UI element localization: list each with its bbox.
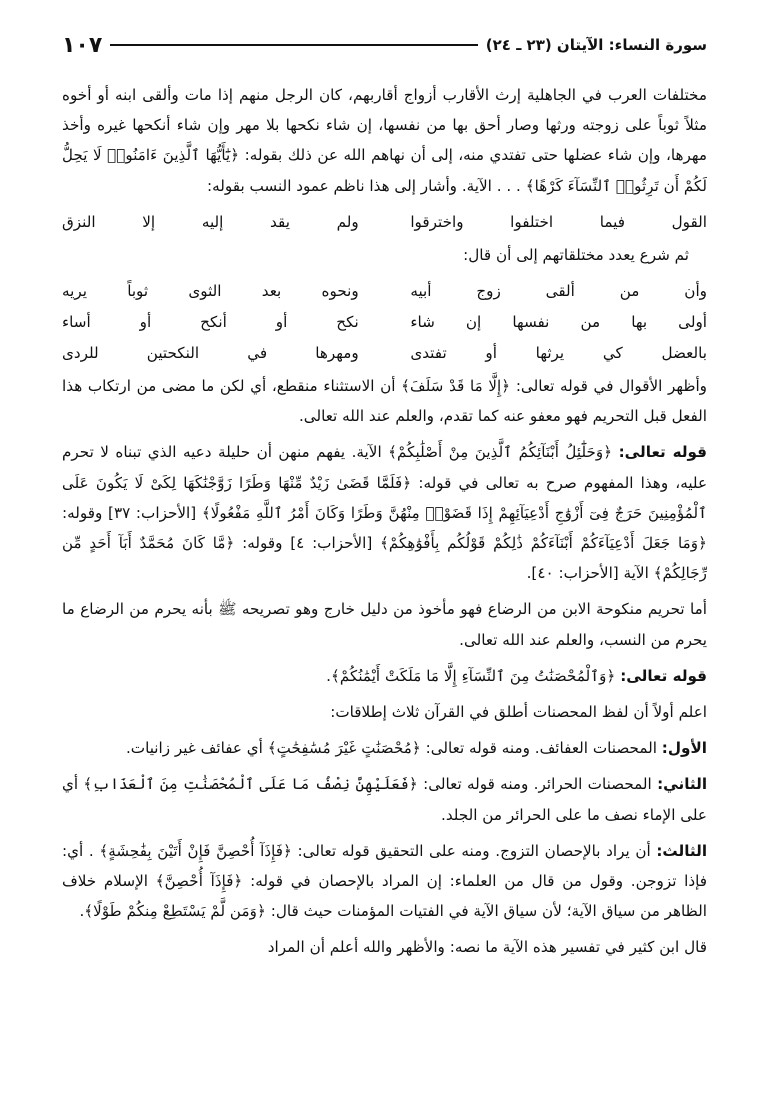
paragraph-11 — [62, 932, 707, 962]
surah-title: سورة النساء: الآيتان (٢٣ ـ ٢٤) — [485, 36, 707, 54]
quran-quote: ﴿مُحْصَنَٰتٍ غَيْرَ مُسَٰفِحَٰتٍ﴾ — [267, 739, 421, 758]
text: . أي: فإذا تزوجن. وقول من قال من العلماء: إن المراد بالإحصان في قوله: — [62, 841, 708, 891]
section-lead: الثاني: — [657, 775, 708, 794]
verse — [62, 207, 707, 238]
section-lead: قوله تعالى: — [618, 443, 708, 462]
hemistich-second: ونحوه بعد الثوى ثوباً يريه — [62, 282, 359, 301]
hemistich-second: ولم يقد إليه إلا النزق — [62, 212, 359, 231]
paragraph-7 — [62, 697, 707, 727]
quran-quote: ﴿وَمَن لَّمْ يَسْتَطِعْ مِنكُمْ طَوْلًا﴾. — [79, 902, 266, 921]
quran-quote: ﴿فَإِذَآ أُحْصِنَّ﴾ — [155, 872, 243, 891]
quran-quote: ﴿فَعَلَيْهِنَّ نِصْفُ مَا عَلَى ٱلْمُحْصَنَٰتِ مِنَ ٱلْعَذَابِ﴾ — [83, 775, 418, 794]
quran-quote: ﴿وَمَا جَعَلَ أَدْعِيَآءَكُمْ أَبْنَآءَكُمْ ذَٰلِكُمْ قَوْلُكُم بِأَفْوَٰهِكُمْ﴾ — [380, 534, 708, 553]
text: الإسلام خلاف الظاهر من سياق الآية؛ لأن سياق الآية في الفتيات المؤمنات حيث قال: — [62, 872, 707, 921]
text: أي على الإماء نصف ما على الحرائر من الجلد. — [62, 775, 707, 824]
quran-quote: ﴿فَإِذَآ أُحْصِنَّ فَإِنْ أَتَيْنَ بِفَٰحِشَةٍ﴾ — [99, 841, 292, 860]
text: المحصنات الحرائر. ومنه قوله تعالى: — [423, 775, 652, 794]
citation: [الأحزاب: ٤] وقوله: — [242, 534, 373, 553]
page-number: ١٠٧ — [62, 32, 103, 58]
poem-1 — [62, 207, 707, 238]
paragraph-5 — [62, 594, 707, 654]
hemistich-second: ومهرها في النكحتين للردى — [62, 344, 359, 363]
hemistich-first: القول فيما اختلفوا واخترقوا — [410, 212, 707, 231]
section-lead: الثالث: — [656, 841, 708, 860]
quran-quote: ﴿فَلَمَّا قَضَىٰ زَيْدٌ مِّنْهَا وَطَرًا زَوَّجْنَٰكَهَا لِكَىْ لَا يَكُونَ عَلَى ٱلْمُؤْمِنِينَ حَرَجٌ فِىٓ أَزْوَٰجِ أَدْعِيَآئِهِمْ إِذَا قَضَوْا۟ مِنْهُنَّ وَطَرًا وَكَانَ أَمْرُ ٱللَّهِ مَفْعُولًا﴾ — [62, 473, 707, 522]
paragraph-6 — [62, 661, 707, 691]
quran-quote: ﴿مَّا كَانَ مُحَمَّدٌ أَبَآ أَحَدٍ مِّن رِّجَالِكُمْ﴾ — [62, 534, 707, 583]
quran-quote: ﴿إِلَّا مَا قَدْ سَلَفَ﴾ — [401, 377, 511, 396]
text: قال ابن كثير في تفسير هذه الآية ما نصه: والأظهر والله أعلم أن المراد — [267, 938, 707, 957]
quran-quote: ﴿يَٰٓأَيُّهَا ٱلَّذِينَ ءَامَنُوا۟ لَا يَحِلُّ لَكُمْ أَن تَرِثُوا۟ ٱلنِّسَآءَ كَرْهًا﴾ — [62, 146, 707, 195]
quran-quote: ﴿وَحَلَٰٓئِلُ أَبْنَآئِكُمُ ٱلَّذِينَ مِنْ أَصْلَٰبِكُمْ﴾ — [388, 443, 613, 462]
hemistich-first: بالعضل كي يرثها أو تفتدى — [410, 344, 707, 363]
text: أن الاستثناء منقطع، أي لكن ما مضى من ارتكاب هذا الفعل قبل التحريم فهو معفو عنه كما تقدم، والعلم عند الله تعالى. — [62, 377, 707, 426]
text: الآية. يفهم منهن أن حليلة دعيه الذي تبناه لا تحرم عليه، وهذا المفهوم صرح به تعالى في قوله: — [62, 443, 708, 492]
paragraph-10 — [62, 836, 707, 927]
paragraph-1 — [62, 80, 707, 201]
text: أما تحريم منكوحة الابن من الرضاع فهو مأخوذ من دليل خارج وهو تصريحه ﷺ بأنه يحرم من الرضاع ما يحرم من النسب، والعلم عند الله تعالى. — [62, 600, 707, 649]
verse — [62, 276, 707, 307]
text: مختلفات العرب في الجاهلية إرث الأقارب أزواج أقاربهم، كان الرجل منهم إذا مات وألقى ابنه أو أخوه مثلاً ثوباً على زوجته ورثها وصار أحق بها من نفسها، إن شاء نكحها بلا مهر وإن شاء أنكحها غيره وأخذ مهرها، وإن شاء عضلها حتى تفتدي منه، إلى أن نهاهم الله عن ذلك بقوله: — [62, 86, 707, 165]
hemistich-second: نكح أو أنكح أو أساء — [62, 313, 359, 332]
quran-quote: ﴿وَٱلْمُحْصَنَٰتُ مِنَ ٱلنِّسَآءِ إِلَّا مَا مَلَكَتْ أَيْمَٰنُكُمْ﴾. — [326, 666, 616, 685]
text: . . . الآية. وأشار إلى هذا ناظم عمود النسب بقوله: — [207, 176, 521, 195]
hemistich-first: أولى بها من نفسها إن شاء — [410, 313, 707, 332]
paragraph-3 — [62, 371, 707, 431]
section-lead: الأول: — [661, 739, 707, 758]
paragraph-4 — [62, 437, 707, 588]
citation: [الأحزاب: ٣٧] وقوله: — [62, 503, 197, 522]
page-body — [62, 80, 707, 963]
paragraph-9 — [62, 769, 707, 829]
paragraph-2 — [62, 240, 707, 270]
page-header — [62, 28, 707, 62]
citation: الآية [الأحزاب: ٤٠]. — [526, 564, 649, 583]
text: وأظهر الأقوال في قوله تعالى: — [515, 377, 707, 396]
verse — [62, 338, 707, 369]
text: أي عفائف غير زانيات. — [125, 739, 263, 758]
poem-2 — [62, 276, 707, 369]
verse — [62, 307, 707, 338]
text: اعلم أولاً أن لفظ المحصنات أطلق في القرآن ثلاث إطلاقات: — [330, 703, 707, 722]
paragraph-8 — [62, 733, 707, 763]
text: أن يراد بالإحصان التزوج. ومنه على التحقيق قوله تعالى: — [297, 841, 651, 860]
text: ثم شرع يعدد مختلقاتهم إلى أن قال: — [463, 245, 689, 264]
text: المحصنات العفائف. ومنه قوله تعالى: — [425, 739, 657, 758]
hemistich-first: وأن من ألقى زوج أبيه — [410, 282, 707, 301]
section-lead: قوله تعالى: — [620, 666, 707, 685]
header-rule — [110, 44, 478, 46]
